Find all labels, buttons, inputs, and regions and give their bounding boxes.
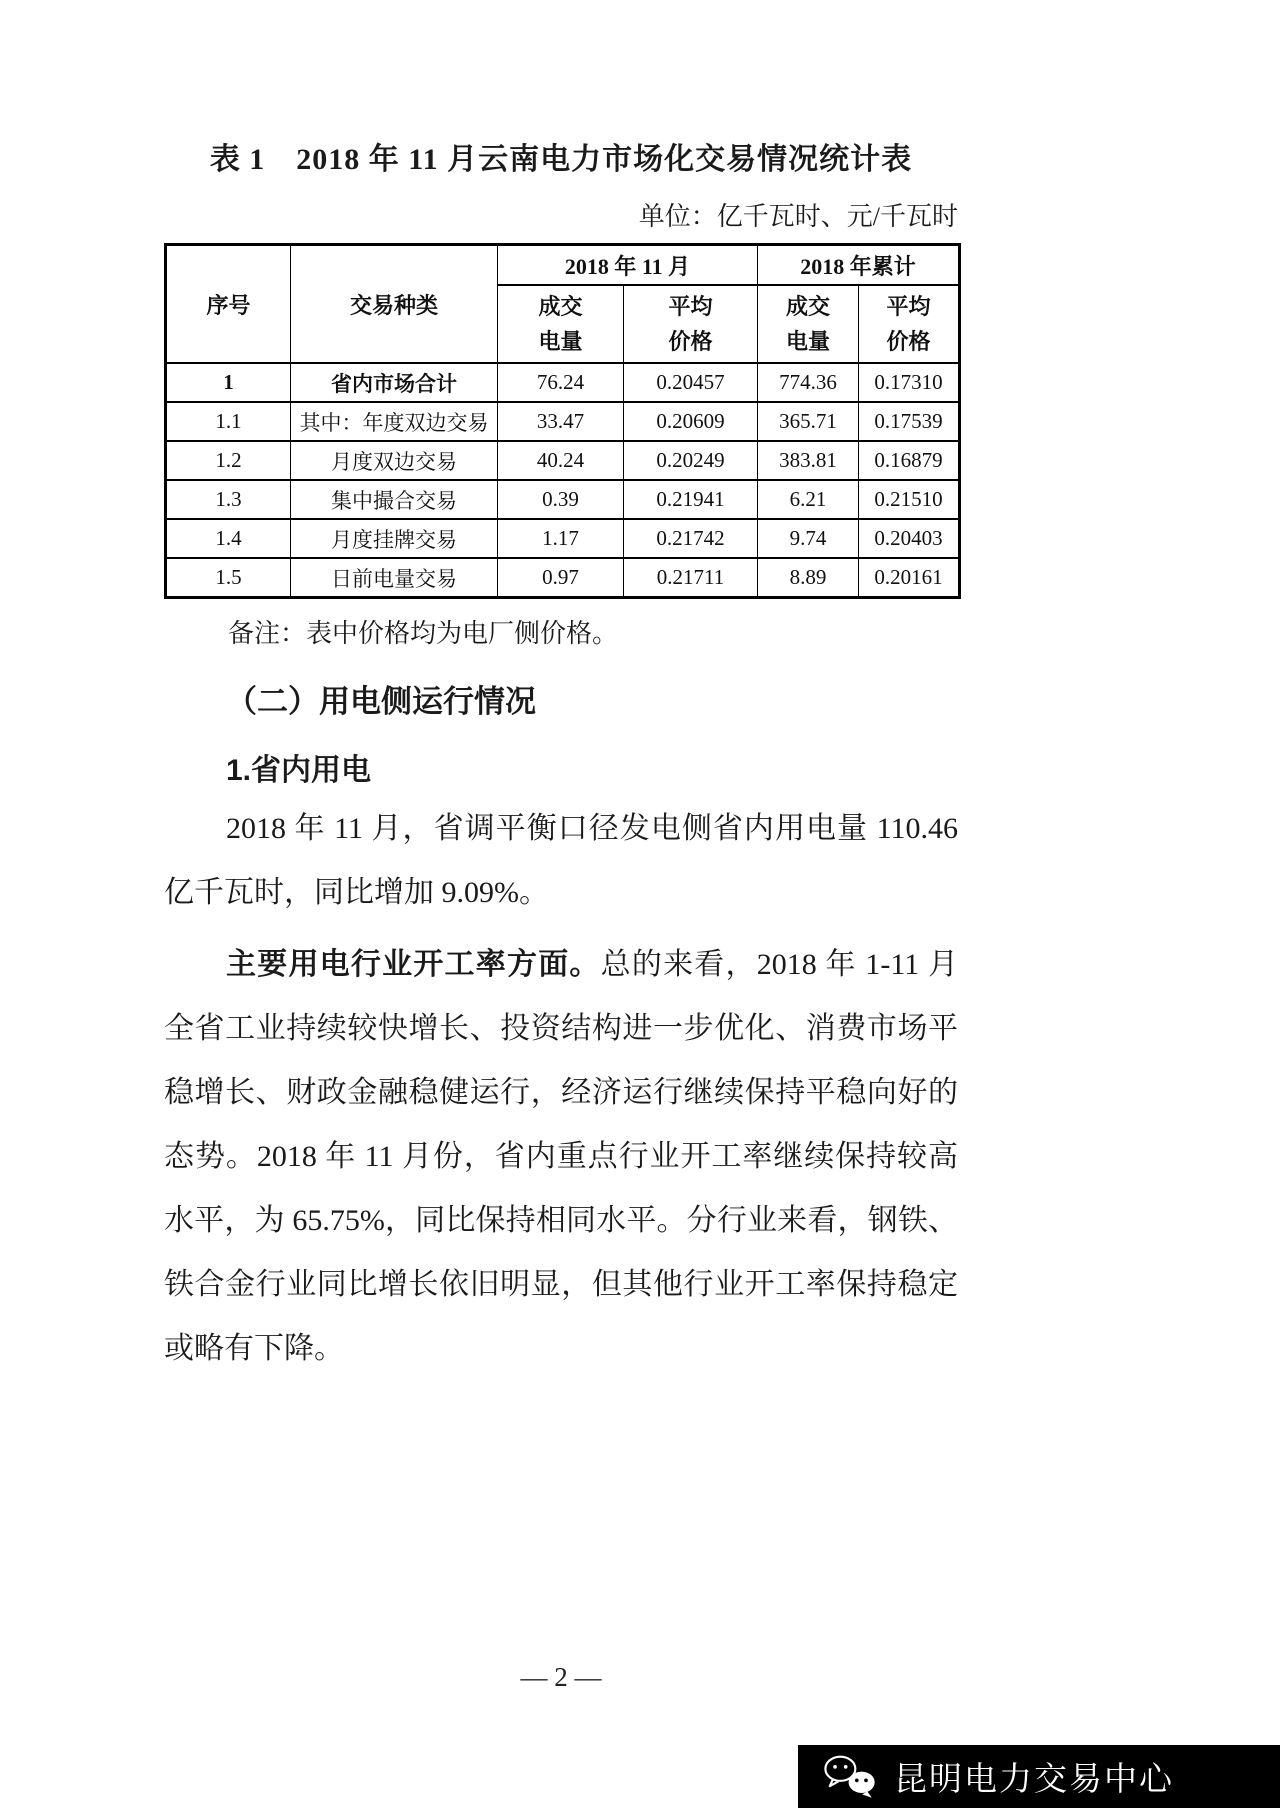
cell-trade-type: 集中撮合交易 (291, 480, 498, 519)
table-header-group-row (166, 245, 960, 286)
paragraph-industry-rate (164, 933, 958, 1381)
trade-stats-table (164, 243, 961, 599)
cell-month-volume: 33.47 (498, 402, 624, 441)
paragraph-body-text: 总的来看，2018 年 1-11 月全省工业持续较快增长、投资结构进一步优化、消费市场平稳增长、财政金融稳健运行，经济运行继续保持平稳向好的态势。2018 年 11 月份，省内重点行业开工率继续保持较高水平，为 65.75%，同比保持相同水平。分行业来看，钢铁、铁合金行业同比增长依旧明显，但其他行业开工率保持稳定或略有下降。 (164, 948, 958, 1365)
table-row (166, 519, 960, 558)
cell-trade-type: 月度双边交易 (291, 441, 498, 480)
header-volume-line1: 成交 (538, 294, 583, 319)
cell-total-price: 0.20403 (859, 519, 960, 558)
col-group-total: 2018 年累计 (758, 245, 960, 286)
header-volume-line2: 电量 (786, 329, 831, 354)
table-row (166, 363, 960, 402)
header-price-line2: 价格 (668, 329, 713, 354)
header-volume-line1: 成交 (786, 294, 831, 319)
cell-index: 1.5 (166, 558, 291, 598)
cell-total-price: 0.20161 (859, 558, 960, 598)
table-title: 表 1 2018 年 11 月云南电力市场化交易情况统计表 (209, 143, 913, 176)
cell-total-volume: 8.89 (758, 558, 859, 598)
footer-brand-bar (798, 1745, 1280, 1808)
cell-index: 1.4 (166, 519, 291, 558)
brand-name: 昆明电力交易中心 (894, 1760, 1174, 1797)
cell-total-price: 0.17539 (859, 402, 960, 441)
header-volume-line2: 电量 (538, 329, 583, 354)
paragraph-lead-bold: 主要用电行业开工率方面。 (226, 948, 601, 981)
header-price-line1: 平均 (668, 294, 713, 319)
cell-month-price: 0.21742 (624, 519, 758, 558)
header-price-line1: 平均 (886, 294, 931, 319)
cell-month-price: 0.20609 (624, 402, 758, 441)
cell-index: 1.1 (166, 402, 291, 441)
cell-month-price: 0.21941 (624, 480, 758, 519)
cell-total-volume: 9.74 (758, 519, 859, 558)
col-header-month-price (624, 285, 758, 363)
col-header-total-price (859, 285, 960, 363)
cell-index: 1.3 (166, 480, 291, 519)
cell-index: 1 (166, 363, 291, 402)
cell-total-volume: 383.81 (758, 441, 859, 480)
cell-month-volume: 1.17 (498, 519, 624, 558)
cell-total-price: 0.17310 (859, 363, 960, 402)
cell-month-volume: 0.97 (498, 558, 624, 598)
table-row (166, 480, 960, 519)
cell-total-price: 0.21510 (859, 480, 960, 519)
cell-total-volume: 365.71 (758, 402, 859, 441)
cell-month-volume: 76.24 (498, 363, 624, 402)
cell-month-price: 0.21711 (624, 558, 758, 598)
page-number: — 2 — (520, 1662, 602, 1692)
table-row (166, 558, 960, 598)
section-heading: （二）用电侧运行情况 (226, 684, 536, 719)
paragraph-province-usage: 2018 年 11 月，省调平衡口径发电侧省内用电量 110.46 亿千瓦时，同比增加 9.09%。 (164, 812, 958, 909)
cell-trade-type: 其中：年度双边交易 (291, 402, 498, 441)
table-footnote: 备注：表中价格均为电厂侧价格。 (228, 619, 619, 648)
col-header-index: 序号 (166, 245, 291, 364)
document-content (164, 0, 958, 1381)
col-header-month-volume (498, 285, 624, 363)
unit-note: 单位：亿千瓦时、元/千瓦时 (638, 202, 958, 231)
subsection-heading: 1.省内用电 (226, 754, 372, 787)
col-header-total-volume (758, 285, 859, 363)
cell-index: 1.2 (166, 441, 291, 480)
cell-trade-type: 日前电量交易 (291, 558, 498, 598)
col-header-type: 交易种类 (291, 245, 498, 364)
cell-month-price: 0.20457 (624, 363, 758, 402)
wechat-icon (822, 1754, 880, 1800)
cell-trade-type: 月度挂牌交易 (291, 519, 498, 558)
col-group-month: 2018 年 11 月 (498, 245, 758, 286)
cell-month-volume: 40.24 (498, 441, 624, 480)
cell-month-volume: 0.39 (498, 480, 624, 519)
cell-total-volume: 6.21 (758, 480, 859, 519)
table-row (166, 441, 960, 480)
cell-trade-type: 省内市场合计 (291, 363, 498, 402)
table-row (166, 402, 960, 441)
header-price-line2: 价格 (886, 329, 931, 354)
cell-total-volume: 774.36 (758, 363, 859, 402)
cell-month-price: 0.20249 (624, 441, 758, 480)
cell-total-price: 0.16879 (859, 441, 960, 480)
